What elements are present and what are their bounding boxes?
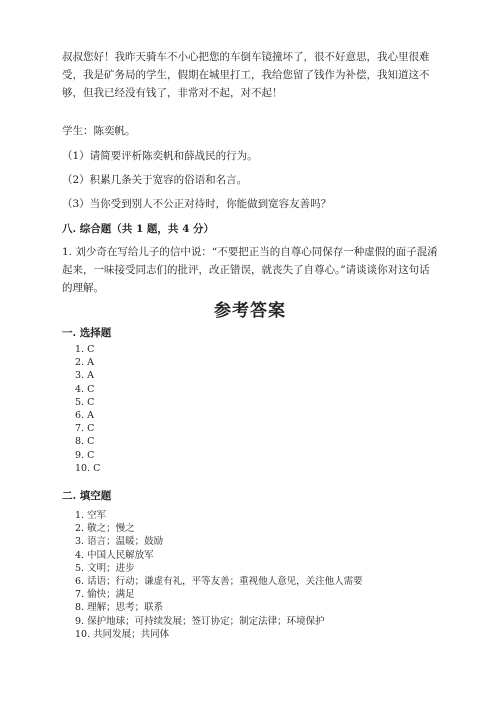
list-item: 8. C bbox=[75, 436, 95, 448]
fill-answer-list bbox=[75, 509, 363, 641]
list-item: 5. C bbox=[75, 396, 95, 408]
list-item: 4. C bbox=[75, 383, 95, 395]
list-item: 1. C bbox=[75, 344, 95, 355]
list-item: 2. A bbox=[75, 357, 94, 369]
letter-body: 叔叔您好！我昨天骑车不小心把您的车倒车镜撞坏了，很不好意思，我心里很难受，我是矿务局的学生，假期在城里打工，我给您留了钱作为补偿，我知道这不够，但我已经没有钱了，非常对不起，对不起！ bbox=[62, 51, 430, 99]
question-1: （1）请简要评析陈奕帆和薛战民的行为。 bbox=[62, 150, 258, 162]
list-item: 1. 空军 bbox=[75, 510, 107, 521]
list-item: 8. 理解；思考；联系 bbox=[75, 602, 164, 614]
question-2: （2）积累几条关于宽容的俗语和名言。 bbox=[62, 174, 248, 186]
list-item: 2. 敬之；慢之 bbox=[75, 523, 135, 535]
list-item: 10. 共同发展；共同体 bbox=[75, 628, 170, 640]
list-item: 3. 语言；温暖；鼓励 bbox=[75, 536, 164, 548]
list-item: 9. 保护地球；可持续发展；签订协定；制定法律；环境保护 bbox=[75, 615, 325, 627]
choice-section-title: 一. 选择题 bbox=[62, 327, 112, 339]
list-item: 9. C bbox=[75, 449, 95, 461]
fill-section-title: 二. 填空题 bbox=[62, 490, 112, 502]
letter-signature: 学生：陈奕帆。 bbox=[62, 125, 136, 137]
list-item: 4. 中国人民解放军 bbox=[75, 549, 154, 561]
choice-answer-list bbox=[75, 343, 100, 475]
list-item: 3. A bbox=[75, 370, 94, 382]
list-item: 6. A bbox=[75, 409, 94, 421]
section-8-title: 八. 综合题（共 1 题，共 4 分） bbox=[62, 223, 215, 235]
list-item: 7. C bbox=[75, 423, 95, 435]
answer-title: 参考答案 bbox=[214, 301, 286, 321]
list-item: 6. 话语；行动；谦虚有礼，平等友善；重视他人意见，关注他人需要 bbox=[75, 575, 363, 587]
list-item: 7. 愉快；满足 bbox=[75, 589, 135, 601]
section-8-question: 1. 刘少奇在写给儿子的信中说：“不要把正当的自尊心同保存一种虚假的面子混淆起来，一味接受同志们的批评，改正错误，就丧失了自尊心。”请谈谈你对这句话的理解。 bbox=[62, 246, 438, 294]
list-item: 5. 文明；进步 bbox=[75, 562, 135, 574]
list-item: 10. C bbox=[75, 462, 101, 474]
question-3: （3）当你受到别人不公正对待时，你能做到宽容友善吗？ bbox=[62, 198, 332, 210]
